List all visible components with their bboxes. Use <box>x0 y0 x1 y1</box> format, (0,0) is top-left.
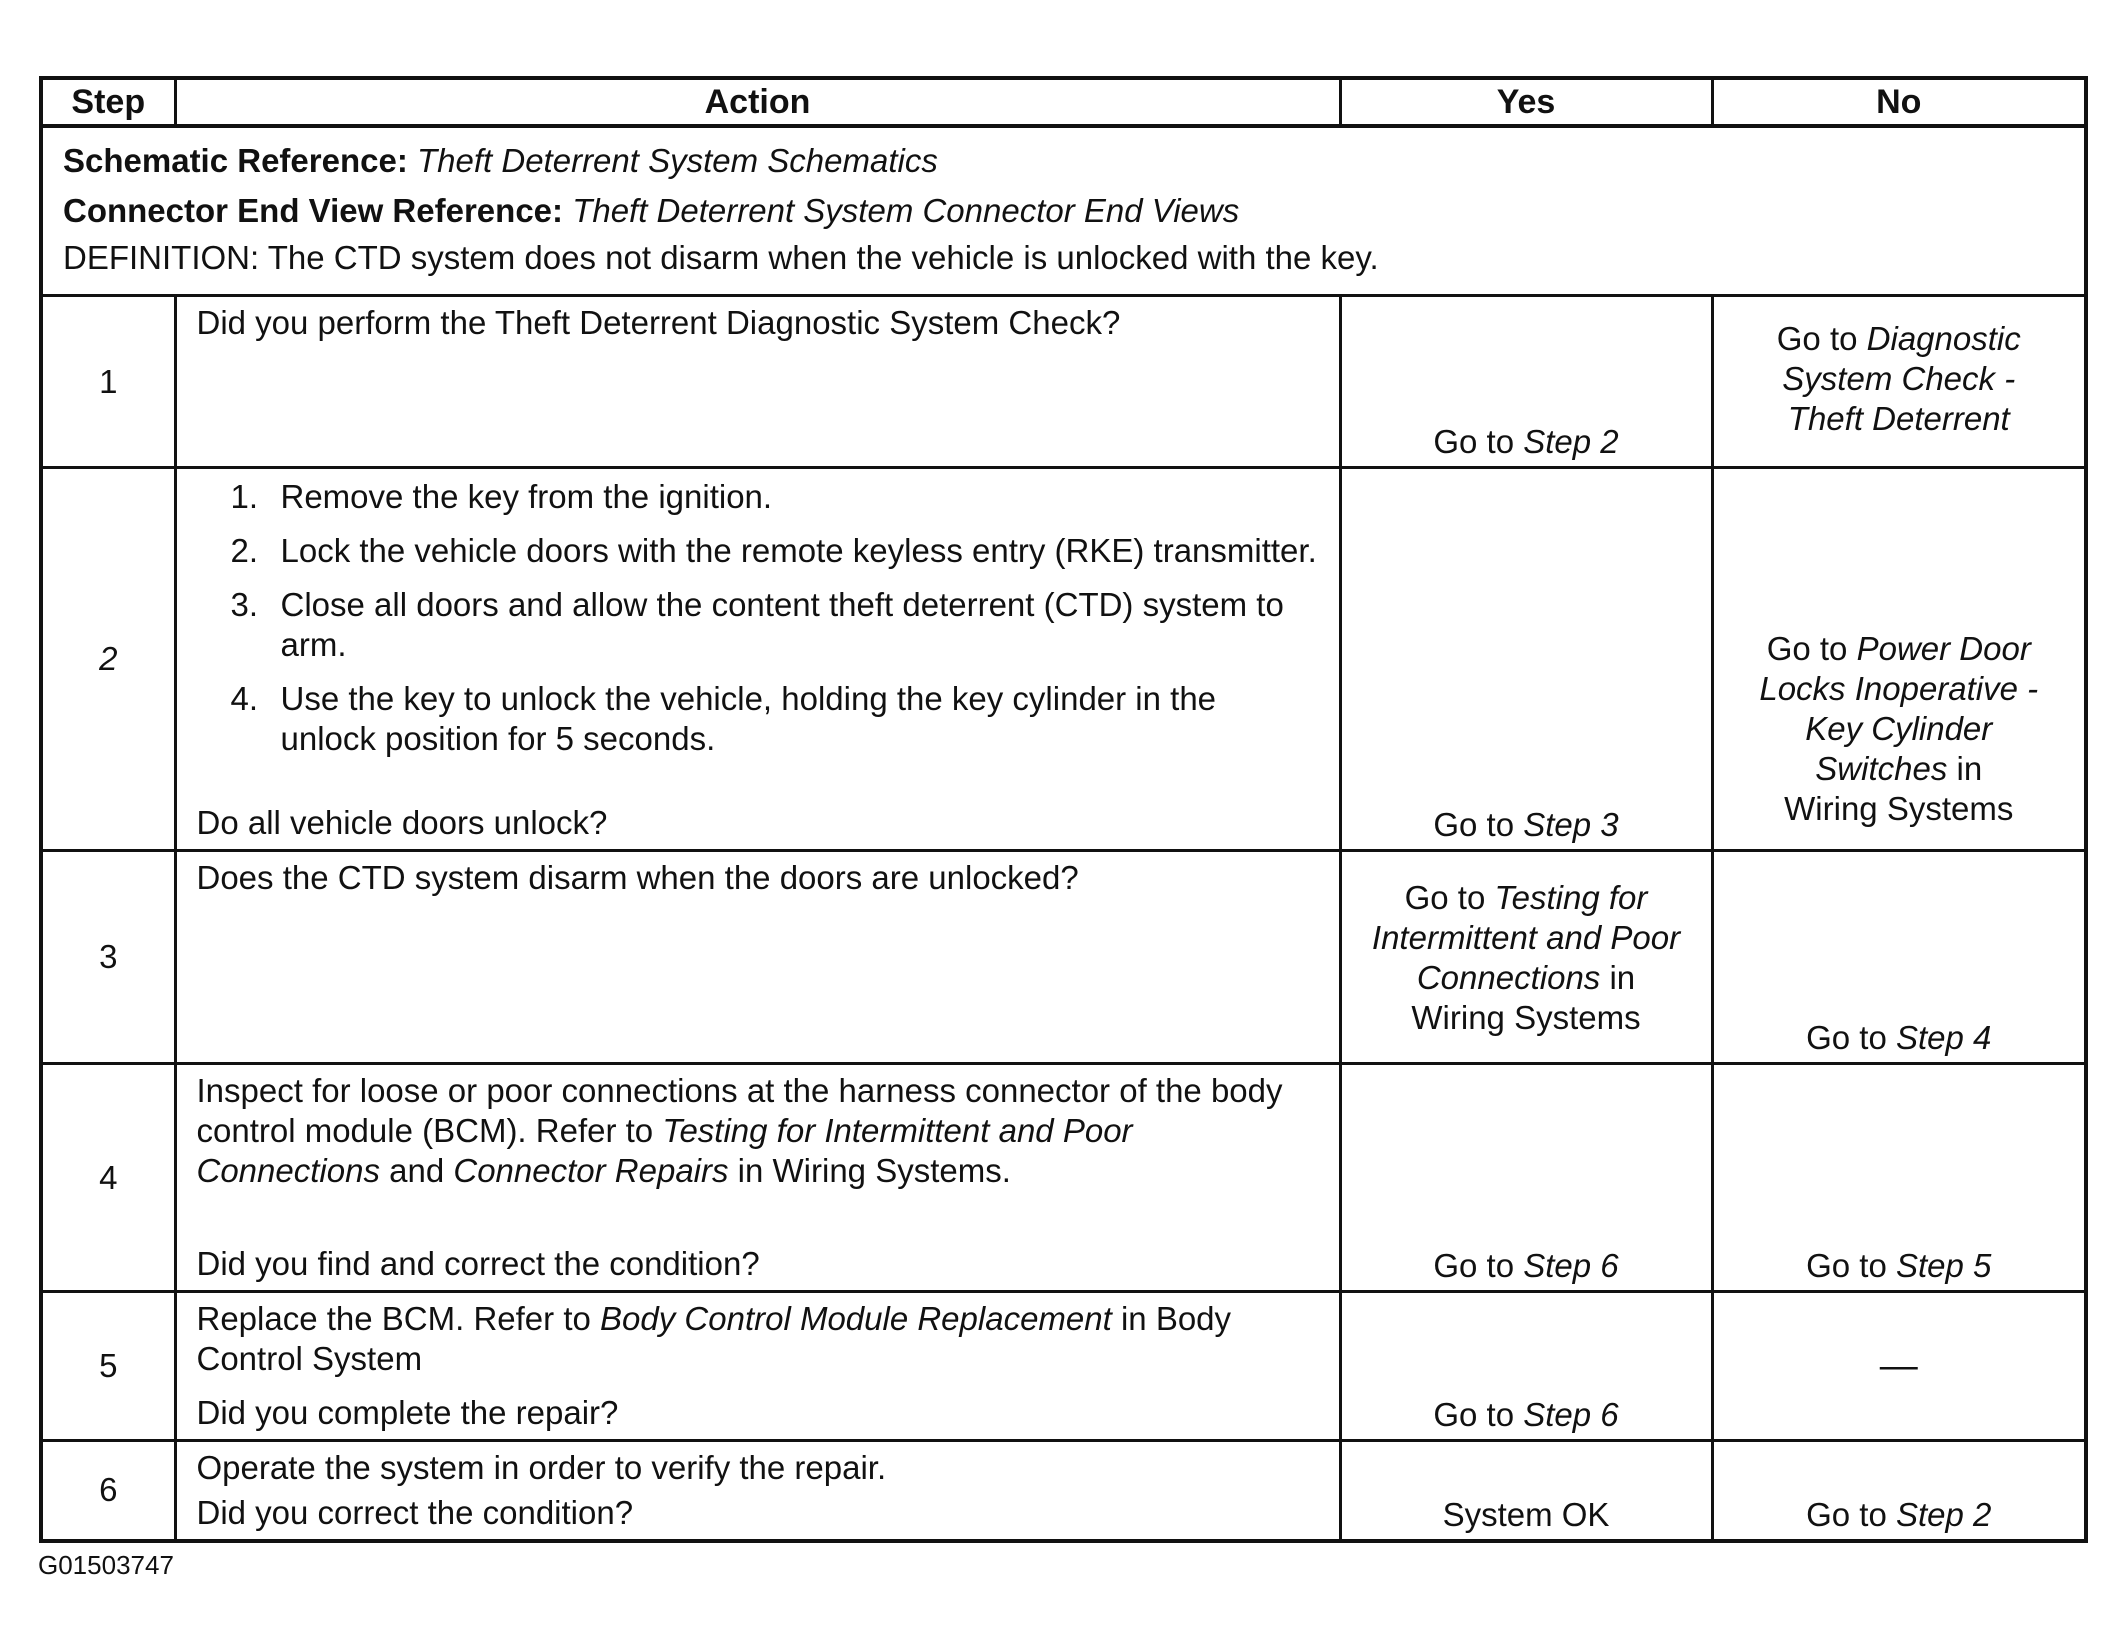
no-prefix: Go to <box>1806 1247 1896 1284</box>
no-cell <box>1712 851 2086 1064</box>
yes-cell <box>1340 1064 1712 1292</box>
no-result <box>1714 629 2085 829</box>
substep-number: 3. <box>230 586 259 623</box>
header-step: Step <box>41 78 175 126</box>
no-step-link[interactable]: Step 5 <box>1895 1247 1992 1284</box>
table-row <box>41 296 2086 468</box>
no-link[interactable]: System Check - <box>1782 360 2016 397</box>
substep-number: 2. <box>230 532 259 569</box>
no-prefix: Go to <box>1806 1019 1896 1056</box>
step-number: 4 <box>41 1064 175 1292</box>
no-link[interactable]: Theft Deterrent <box>1787 400 2010 437</box>
step-question: Did you find and correct the condition? <box>196 1245 760 1282</box>
no-cell <box>1712 1292 2086 1441</box>
step-action <box>175 468 1340 851</box>
table-row <box>41 1292 2086 1441</box>
instruction-link[interactable]: Connector Repairs <box>453 1152 729 1189</box>
yes-step-link[interactable]: Step 2 <box>1523 423 1619 460</box>
yes-result <box>1342 1246 1711 1286</box>
yes-result: System OK <box>1442 1495 1610 1533</box>
step-number: 2 <box>41 468 175 851</box>
step-number: 6 <box>41 1441 175 1541</box>
schematic-reference-label: Schematic Reference: <box>63 142 408 179</box>
yes-cell <box>1340 1441 1712 1541</box>
step-number: 1 <box>41 296 175 468</box>
no-link[interactable]: Diagnostic <box>1866 320 2021 357</box>
yes-suffix: in <box>1600 959 1636 996</box>
instruction-text: and <box>379 1152 454 1189</box>
table-row <box>41 1441 2086 1541</box>
header-action: Action <box>175 78 1340 126</box>
yes-prefix: Go to <box>1433 423 1524 460</box>
substep-text: Close all doors and allow the content theft deterrent (CTD) system to arm. <box>280 586 1284 663</box>
yes-result <box>1342 852 1711 1038</box>
yes-cell <box>1340 851 1712 1064</box>
no-cell <box>1712 1441 2086 1541</box>
no-link[interactable]: Key Cylinder <box>1805 710 1993 747</box>
yes-link[interactable]: Connections <box>1416 959 1601 996</box>
list-item <box>230 477 1321 517</box>
step-action: Did you perform the Theft Deterrent Diagnostic System Check? <box>175 296 1340 468</box>
step-number: 5 <box>41 1292 175 1441</box>
header-no: No <box>1712 78 2086 126</box>
yes-step-link[interactable]: Step 6 <box>1523 1247 1619 1284</box>
step-action <box>175 1292 1340 1441</box>
list-item <box>230 679 1321 759</box>
yes-link[interactable]: Intermittent and Poor <box>1371 919 1681 956</box>
no-prefix: Go to <box>1806 1495 1896 1533</box>
instruction-text: in Body Control System <box>196 1300 1232 1377</box>
connector-reference-label: Connector End View Reference: <box>63 192 564 229</box>
yes-cell <box>1340 296 1712 468</box>
no-result <box>1714 1246 2085 1286</box>
no-cell <box>1712 296 2086 468</box>
no-result-dash: — <box>1879 1345 1918 1387</box>
yes-result <box>1342 1395 1711 1435</box>
instruction-link[interactable]: Body Control Module Replacement <box>600 1300 1112 1337</box>
header-yes: Yes <box>1340 78 1712 126</box>
instruction-link[interactable]: Testing for Intermittent and Poor Connections <box>196 1112 1133 1189</box>
substep-text: Use the key to unlock the vehicle, holding the key cylinder in the unlock position for 5 seconds. <box>280 680 1217 757</box>
yes-step-link[interactable]: Step 3 <box>1523 806 1619 843</box>
no-prefix: Go to <box>1766 630 1857 667</box>
substep-number: 4. <box>230 680 259 717</box>
yes-step-link[interactable]: Step 6 <box>1523 1396 1619 1433</box>
no-suffix: Wiring Systems <box>1784 790 2014 827</box>
yes-prefix: Go to <box>1433 1247 1524 1284</box>
step-instruction <box>197 1299 1321 1379</box>
no-cell <box>1712 468 2086 851</box>
list-item <box>230 531 1321 571</box>
yes-cell <box>1340 1292 1712 1441</box>
yes-suffix: Wiring Systems <box>1411 999 1641 1036</box>
step-action: Does the CTD system disarm when the doors are unlocked? <box>175 851 1340 1064</box>
header-row <box>41 78 2086 126</box>
step-question: Do all vehicle doors unlock? <box>196 804 608 841</box>
diagnostic-table-container <box>39 76 2084 1543</box>
schematic-reference <box>63 136 2084 186</box>
step-number: 3 <box>41 851 175 1064</box>
yes-prefix: Go to <box>1433 806 1524 843</box>
substep-text: Remove the key from the ignition. <box>280 478 773 515</box>
no-result <box>1714 1495 2085 1535</box>
no-link[interactable]: Switches <box>1815 750 1948 787</box>
list-item <box>230 585 1321 665</box>
no-prefix: Go to <box>1776 320 1867 357</box>
figure-id: G01503747 <box>38 1550 174 1580</box>
no-step-link[interactable]: Step 2 <box>1895 1495 1992 1533</box>
table-row <box>41 1064 2086 1292</box>
substep-text: Lock the vehicle doors with the remote keyless entry (RKE) transmitter. <box>280 532 1317 569</box>
yes-prefix: Go to <box>1433 1396 1524 1433</box>
substep-number: 1. <box>230 478 259 515</box>
step-instruction: Operate the system in order to verify the repair. <box>196 1449 887 1486</box>
step-action <box>175 1441 1340 1541</box>
step-question: Did you complete the repair? <box>196 1394 619 1431</box>
definition-text: DEFINITION: The CTD system does not disarm when the vehicle is unlocked with the key. <box>63 239 1379 276</box>
no-step-link[interactable]: Step 4 <box>1895 1019 1992 1056</box>
yes-cell <box>1340 468 1712 851</box>
step-action <box>175 1064 1340 1292</box>
yes-link[interactable]: Testing for <box>1494 879 1648 916</box>
no-link[interactable]: Power Door <box>1856 630 2031 667</box>
instruction-text: in Wiring Systems. <box>728 1152 1011 1189</box>
no-result <box>1714 1018 2085 1058</box>
step-question: Did you correct the condition? <box>196 1493 634 1531</box>
no-result <box>1714 297 2085 439</box>
connector-reference <box>63 186 2084 236</box>
yes-result <box>1342 422 1711 462</box>
table-row <box>41 468 2086 851</box>
reference-row <box>41 126 2086 296</box>
no-cell <box>1712 1064 2086 1292</box>
substep-list <box>197 475 1321 759</box>
yes-result <box>1342 805 1711 845</box>
no-suffix: in <box>1947 750 1983 787</box>
no-link[interactable]: Locks Inoperative - <box>1759 670 2039 707</box>
instruction-text: Inspect for loose or poor connections at the harness connector of the body control module (BCM). Refer to <box>196 1072 1283 1149</box>
schematic-reference-link[interactable]: Theft Deterrent System Schematics <box>417 142 938 179</box>
reference-cell <box>41 126 2086 296</box>
yes-prefix: Go to <box>1404 879 1495 916</box>
instruction-text: Replace the BCM. Refer to <box>196 1300 601 1337</box>
step-instruction <box>197 1071 1321 1191</box>
connector-reference-link[interactable]: Theft Deterrent System Connector End Views <box>572 192 1240 229</box>
diagnostic-table <box>39 76 2088 1543</box>
table-row <box>41 851 2086 1064</box>
